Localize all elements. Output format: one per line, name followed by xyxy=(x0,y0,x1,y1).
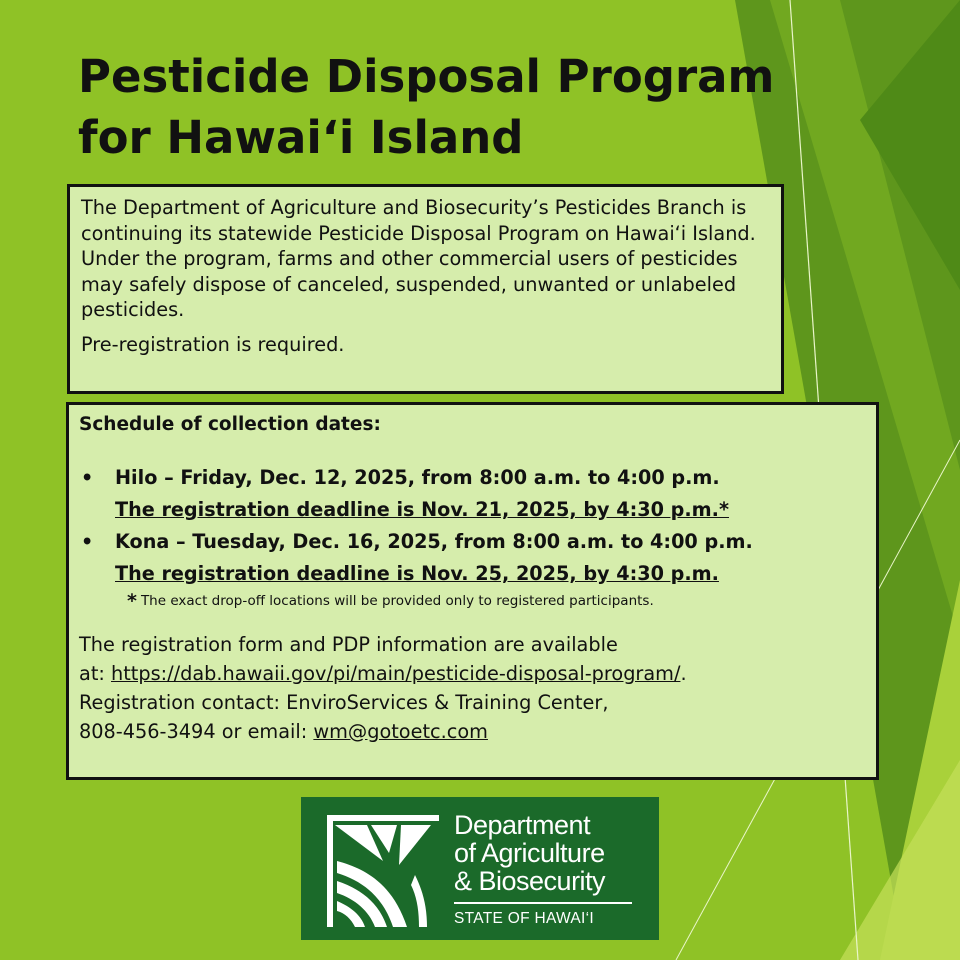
bullet: • xyxy=(81,530,94,553)
title-line-2: for Hawai‘i Island xyxy=(78,111,524,164)
logo-line-3: & Biosecurity xyxy=(454,866,606,896)
hilo-deadline: The registration deadline is Nov. 21, 2025, by 4:30 p.m.* xyxy=(115,498,729,521)
bullet: • xyxy=(81,466,94,489)
kona-deadline: The registration deadline is Nov. 25, 2025, by 4:30 p.m. xyxy=(115,562,719,585)
info-line: The registration form and PDP information are available xyxy=(79,633,618,656)
list-item xyxy=(79,526,866,590)
logo-state: STATE OF HAWAI‘I xyxy=(454,909,594,927)
logo-line-1: Department xyxy=(454,810,591,840)
footnote xyxy=(127,590,866,612)
registration-info xyxy=(79,630,866,746)
title-line-1: Pesticide Disposal Program xyxy=(78,50,775,103)
collection-dates-list xyxy=(79,462,866,590)
list-item xyxy=(79,462,866,526)
page-title xyxy=(78,46,838,168)
furrow-logo-icon xyxy=(327,815,439,927)
dab-logo xyxy=(301,797,659,940)
schedule-box xyxy=(66,402,879,780)
kona-date: Kona – Tuesday, Dec. 16, 2025, from 8:00 a.m. to 4:00 p.m. xyxy=(115,530,753,553)
schedule-heading: Schedule of collection dates: xyxy=(79,414,381,435)
info-at: at: xyxy=(79,662,112,685)
phone-text: 808-456-3494 or email: xyxy=(79,720,314,743)
pdp-link[interactable]: https://dab.hawaii.gov/pi/main/pesticide-disposal-program/ xyxy=(111,662,681,685)
intro-paragraph: The Department of Agriculture and Biosecurity’s Pesticides Branch is continuing its statewide Pesticide Disposal Program on Hawai‘i Island. Under the program, farms and other commercial users of pesticides may safely dispose of canceled, suspended, unwanted or unlabeled pesticides. xyxy=(81,196,756,321)
intro-box xyxy=(67,184,784,394)
hilo-date: Hilo – Friday, Dec. 12, 2025, from 8:00 a.m. to 4:00 p.m. xyxy=(115,466,720,489)
footnote-star: * xyxy=(127,590,137,612)
preregistration-note: Pre-registration is required. xyxy=(81,332,345,356)
logo-divider xyxy=(454,902,632,904)
logo-line-2: of Agriculture xyxy=(454,838,605,868)
footnote-text: The exact drop-off locations will be provided only to registered participants. xyxy=(140,593,654,609)
logo-wordmark xyxy=(454,811,632,928)
contact-line: Registration contact: EnviroServices & Training Center, xyxy=(79,691,609,714)
link-period: . xyxy=(680,662,687,685)
email-link[interactable]: wm@gotoetc.com xyxy=(313,720,488,743)
